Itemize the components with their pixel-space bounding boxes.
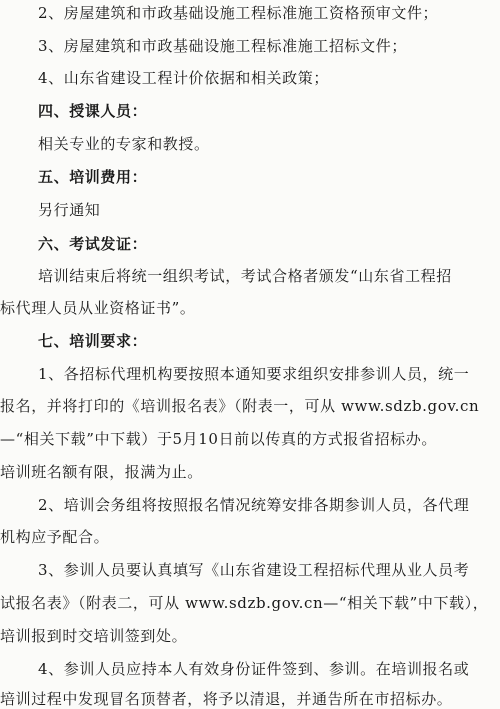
item-line-3-tender-docs: 3、房屋建筑和市政基础设施工程标准施工招标文件； [38,37,407,55]
requirement-3-line-3: 培训报到时交培训签到处。 [0,627,188,645]
paragraph-instructors: 相关专业的专家和教授。 [38,135,210,153]
requirement-1-line-4: 培训班名额有限，报满为止。 [0,463,203,481]
paragraph-exam-line-1: 培训结束后将统一组织考试，考试合格者颁发“山东省工程招 [38,267,452,285]
requirement-1-line-3: —“相关下载”中下载）于5月10日前以传真的方式报省招标办。 [0,430,437,448]
requirement-2-line-2: 机构应予配合。 [0,528,110,546]
requirement-2-line-1: 2、培训会务组将按照报名情况统筹安排各期参训人员，各代理 [38,496,470,514]
section-heading-requirements: 七、培训要求： [38,332,148,350]
section-heading-exam: 六、考试发证： [38,235,148,253]
requirement-3-line-1: 3、参训人员要认真填写《山东省建设工程招标代理从业人员考 [38,561,470,579]
requirement-4-line-2: 培训过程中发现冒名顶替者，将予以清退，并通告所在市招标办。 [0,690,453,708]
requirement-1-line-1: 1、各招标代理机构要按照本通知要求组织安排参训人员，统一 [38,365,470,383]
item-line-4-pricing-policy: 4、山东省建设工程计价依据和相关政策； [38,69,329,87]
paragraph-fees: 另行通知 [38,201,101,219]
item-line-2-prequal-docs: 2、房屋建筑和市政基础设施工程标准施工资格预审文件； [38,4,439,22]
requirement-4-line-1: 4、参训人员应持本人有效身份证件签到、参训。在培训报名或 [38,660,470,678]
section-heading-instructors: 四、授课人员： [38,102,148,120]
requirement-3-line-2: 试报名表》（附表二，可从 www.sdzb.gov.cn—“相关下载”中下载）， [0,594,489,612]
paragraph-exam-line-2: 标代理人员从业资格证书”。 [0,299,196,317]
section-heading-fees: 五、培训费用： [38,168,148,186]
requirement-1-line-2: 报名，并将打印的《培训报名表》（附表一，可从 www.sdzb.gov.cn [0,397,480,415]
